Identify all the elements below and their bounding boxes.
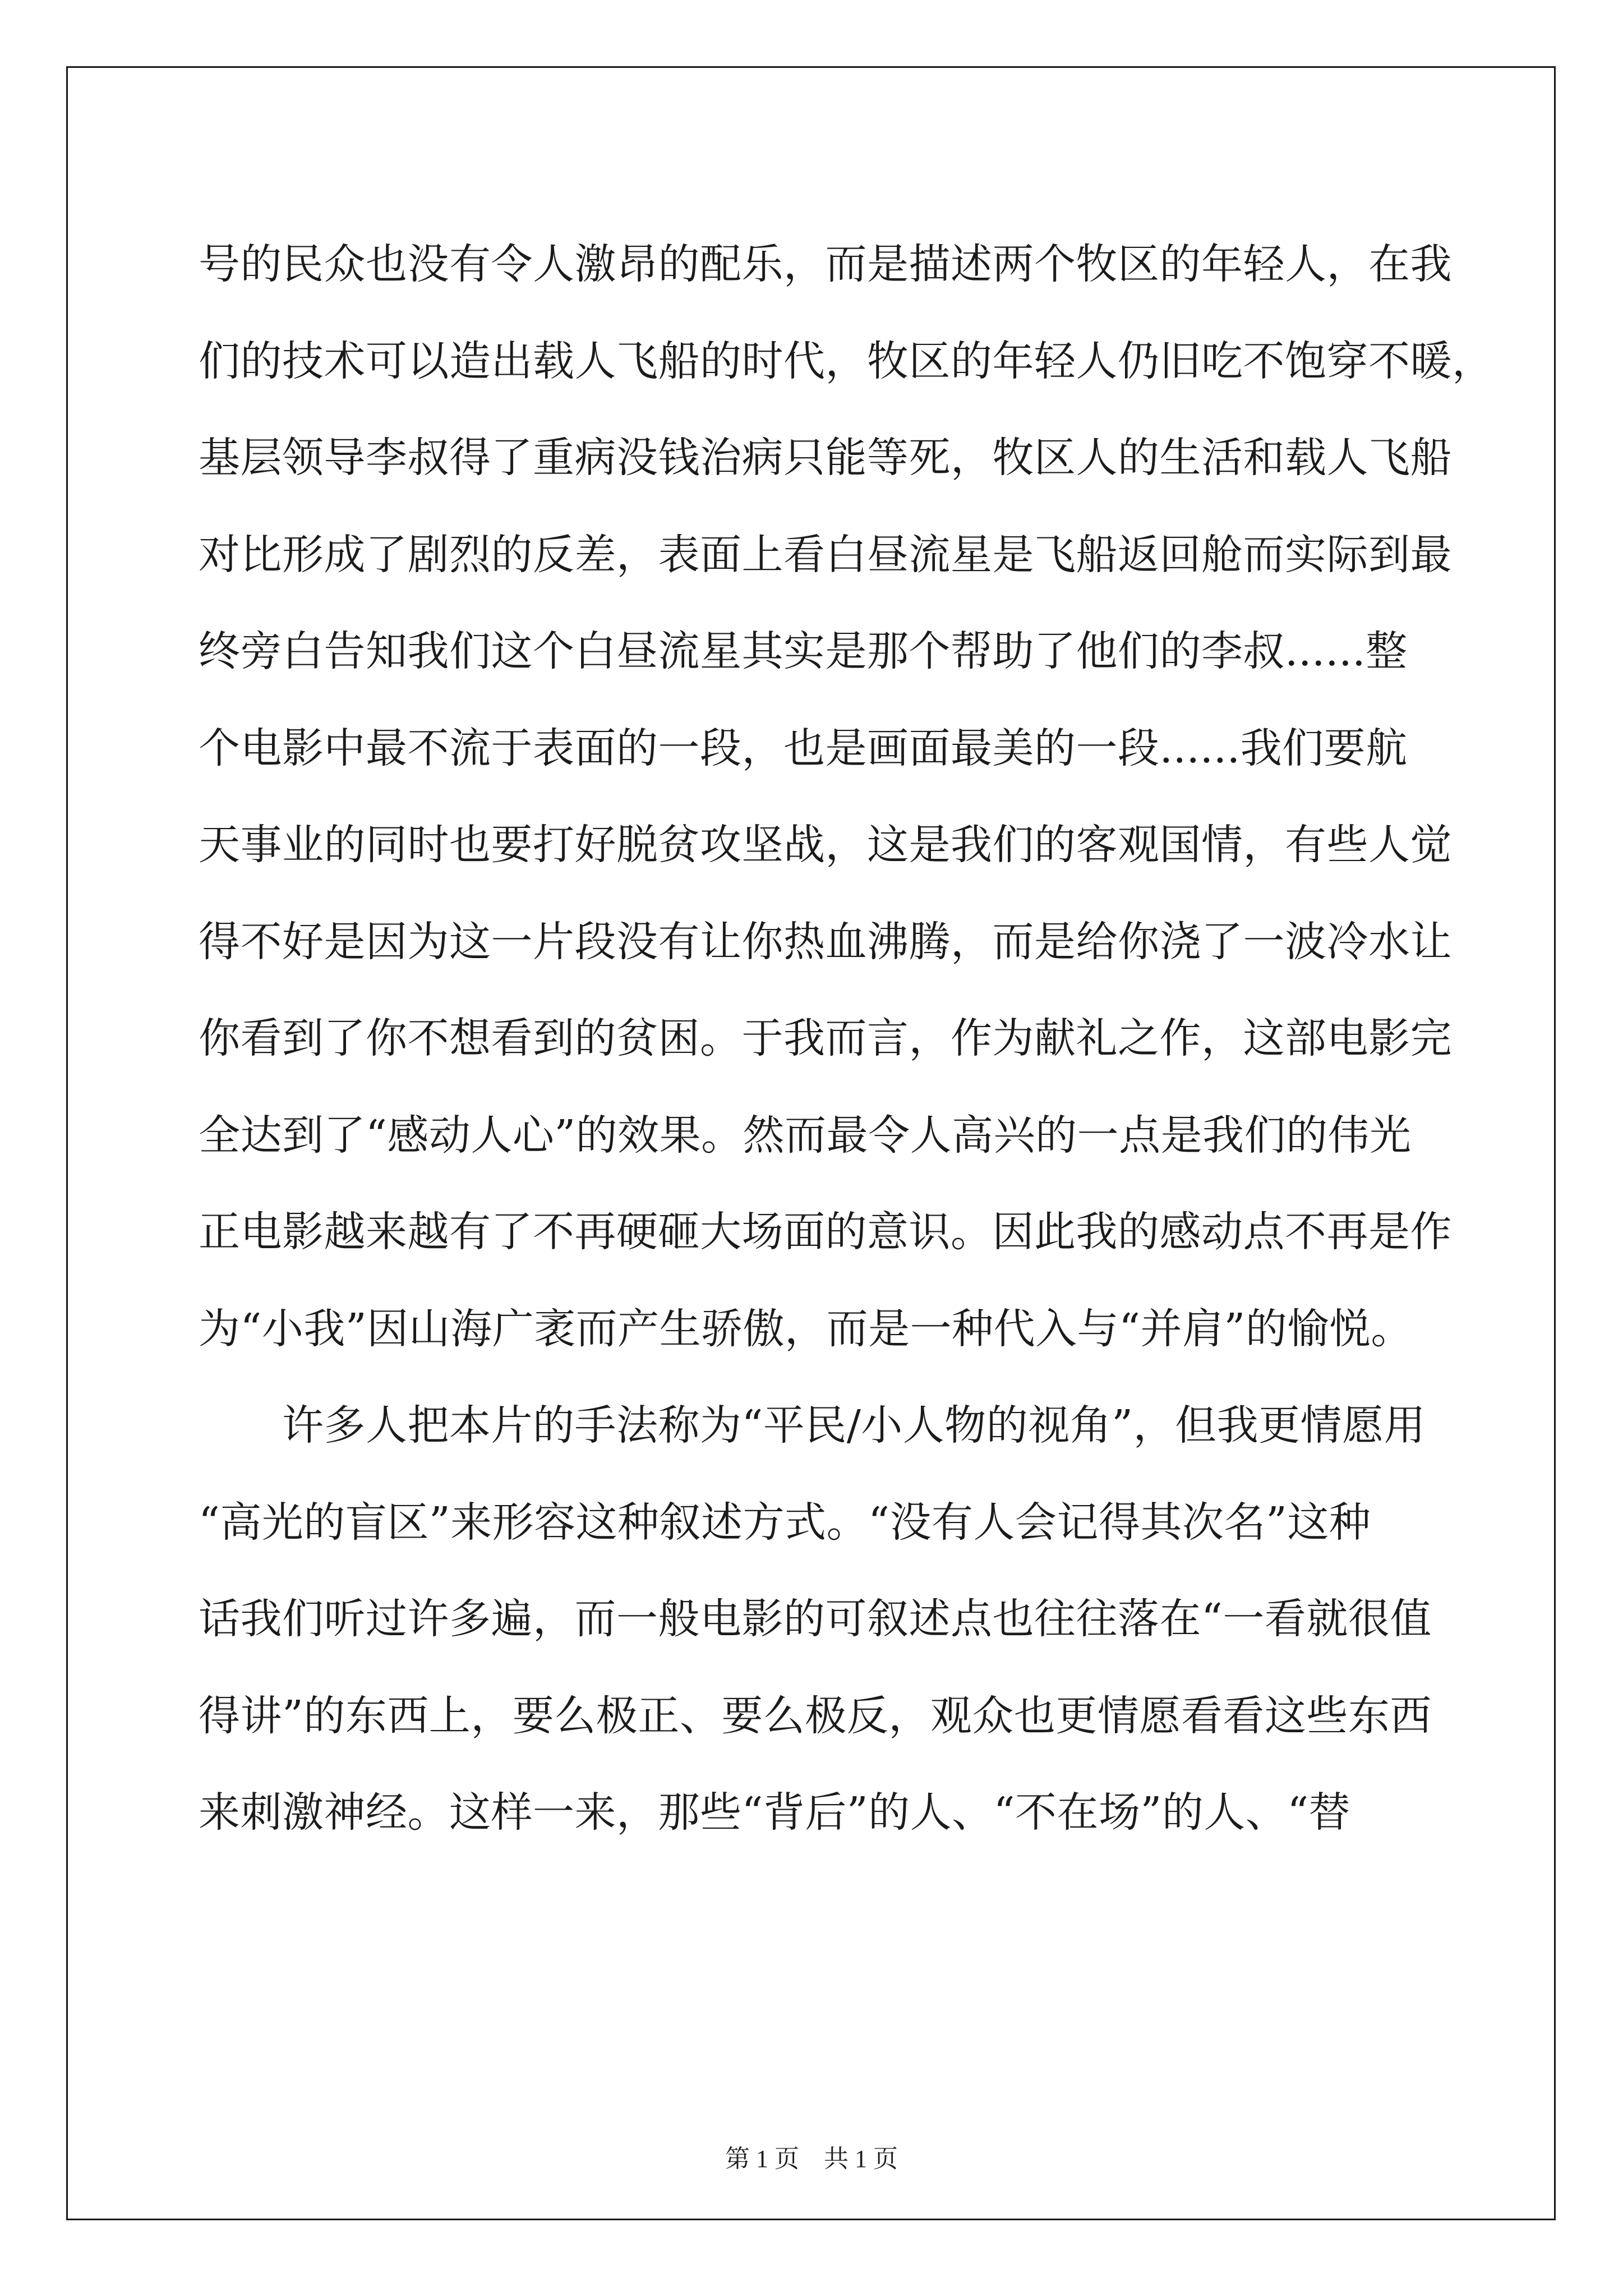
- text-line: 终旁白告知我们这个白昼流星其实是那个帮助了他们的李叔......整: [199, 627, 1408, 675]
- text-line: “高光的盲区”来形容这种叙述方式。“没有人会记得其次名”这种: [199, 1498, 1371, 1547]
- text-line: 天事业的同时也要打好脱贫攻坚战，这是我们的客观国情，有些人觉: [199, 821, 1452, 869]
- text-line: 们的技术可以造出载人飞船的时代，牧区的年轻人仍旧吃不饱穿不暖，: [199, 337, 1494, 385]
- text-line: 个电影中最不流于表面的一段，也是画面最美的一段......我们要航: [199, 724, 1408, 772]
- text-line: 得不好是因为这一片段没有让你热血沸腾，而是给你浇了一波冷水让: [199, 917, 1452, 966]
- text-line: 正电影越来越有了不再硬砸大场面的意识。因此我的感动点不再是作: [199, 1208, 1452, 1256]
- page-footer: 第 1 页 共 1 页: [725, 2145, 898, 2173]
- text-line: 号的民众也没有令人激昂的配乐，而是描述两个牧区的年轻人，在我: [199, 240, 1452, 288]
- text-line: 对比形成了剧烈的反差，表面上看白昼流星是飞船返回舱而实际到最: [199, 530, 1452, 579]
- text-line: 你看到了你不想看到的贫困。于我而言，作为献礼之作，这部电影完: [199, 1014, 1452, 1062]
- text-line: 基层领导李叔得了重病没钱治病只能等死，牧区人的生活和载人飞船: [199, 434, 1452, 482]
- paragraph-start-line: 许多人把本片的手法称为“平民/小人物的视角”，但我更情愿用: [199, 1401, 1426, 1450]
- text-line: 得讲”的东西上，要么极正、要么极反，观众也更情愿看看这些东西: [199, 1691, 1432, 1740]
- text-line: 话我们听过许多遍，而一般电影的可叙述点也往往落在“一看就很值: [199, 1595, 1432, 1643]
- text-line: 为“小我”因山海广袤而产生骄傲，而是一种代入与“并肩”的愉悦。: [199, 1304, 1413, 1353]
- text-line: 全达到了“感动人心”的效果。然而最令人高兴的一点是我们的伟光: [199, 1111, 1412, 1159]
- text-line: 来刺激神经。这样一来，那些“背后”的人、“不在场”的人、“替: [199, 1788, 1351, 1837]
- document-body: [199, 216, 1494, 1861]
